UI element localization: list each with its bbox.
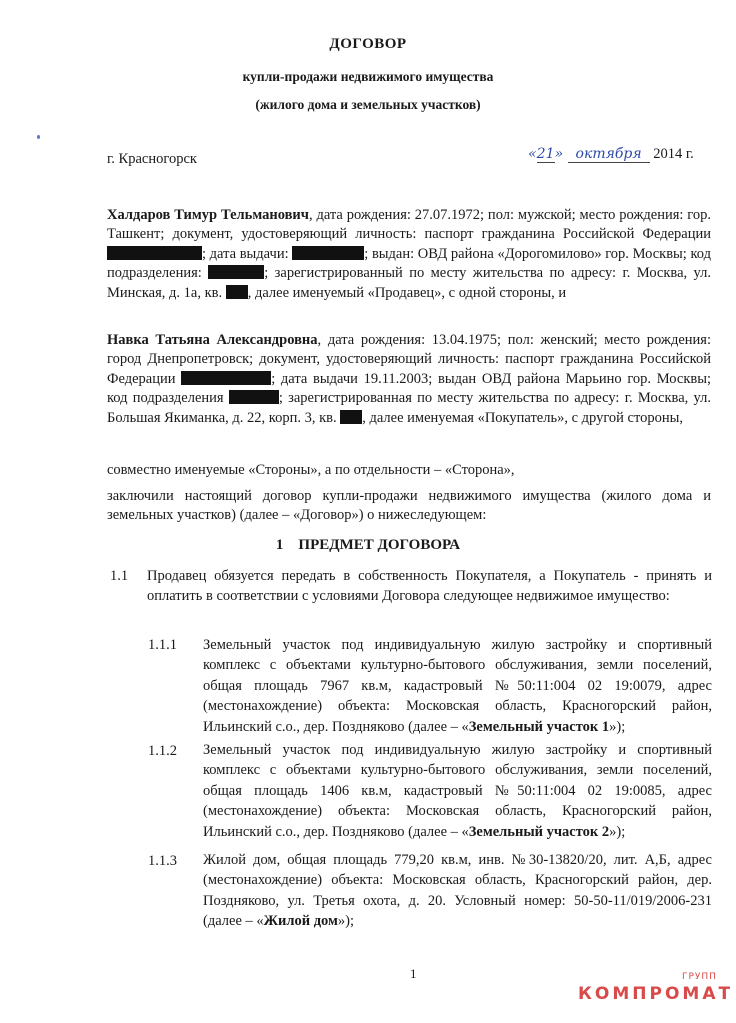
seller-text-5: , далее именуемый «Продавец», с одной стороны, и bbox=[247, 284, 567, 301]
item-end: »); bbox=[337, 913, 354, 930]
document-subtitle: купли-продажи недвижимого имущества bbox=[242, 69, 494, 84]
section-title: ПРЕДМЕТ ДОГОВОРА bbox=[298, 537, 461, 553]
section-number: 1 bbox=[275, 537, 284, 553]
buyer-text-2: ; дата выдачи 19.11.2003; выдан ОВД района Марьино гор. Москвы; код подразделения bbox=[107, 370, 711, 407]
redaction-block bbox=[229, 390, 279, 404]
item-number: 1.1.1 bbox=[148, 637, 177, 653]
document-title: ДОГОВОР bbox=[329, 36, 407, 52]
item-text: Земельный участок под индивидуальную жилую застройку и спортивный комплекс с объектами культурно-бытового обслуживания, земли поселений, общая площадь 7967 кв.м, кадастровый №50:11:004 02 19:0079, адрес (местонахождение) объекта: Московская область, Красногорский район, Ильинский с.о., дер. Поздняково (далее – « bbox=[203, 637, 712, 735]
seller-text-4: ; зарегистрированный по месту жительства по адресу: г. Москва, ул. Минская, д. 1а, кв. bbox=[107, 265, 712, 301]
buyer-paragraph bbox=[107, 331, 711, 428]
buyer-text-1: , дата рождения: 13.04.1975; пол: женский; место рождения: город Днепропетровск; документ, удостоверяющий личность: паспорт гражданина Российской Федерации bbox=[107, 332, 711, 387]
document-subtitle-2: (жилого дома и земельных участков) bbox=[255, 97, 481, 112]
clause-text: Продавец обязуется передать в собственность Покупателя, а Покупатель - принять и оплатить в соответствии с условиями Договора следующее недвижимое имущество: bbox=[147, 568, 712, 605]
date-year: 2014 г. bbox=[653, 146, 694, 162]
item-text: Земельный участок под индивидуальную жилую застройку и спортивный комплекс с объектами культурно-бытового обслуживания, земли поселений, общая площадь 1406 кв.м, кадастровый №50:11:004 02 19:0085, адрес (местонахождение) объекта: Московская область, Красногорский район, Ильинский с.о., дер. Поздняково (далее – « bbox=[203, 742, 712, 840]
joint-designation: совместно именуемые «Стороны», а по отдельности – «Сторона», bbox=[107, 462, 515, 478]
watermark-logo: КОМПРОМАТ bbox=[578, 984, 734, 1004]
redaction-block bbox=[181, 371, 271, 385]
buyer-text-3: ; зарегистрированная по месту жительства по адресу: г. Москва, ул. Большая Якиманка, д. 22, корп. 3, кв. bbox=[107, 390, 711, 426]
section-heading bbox=[0, 537, 736, 554]
redaction-block bbox=[226, 285, 248, 299]
property-item bbox=[203, 740, 712, 842]
item-end: »); bbox=[609, 823, 626, 840]
clause-number: 1.1 bbox=[110, 568, 129, 584]
date-open-quote: « bbox=[528, 146, 537, 162]
date-close-quote: » bbox=[554, 146, 568, 162]
seller-text-3: ; выдан: ОВД района «Дорогомилово» гор. Москвы; код подразделения: bbox=[107, 245, 711, 282]
buyer-text-4: , далее именуемая «Покупатель», с другой стороны, bbox=[362, 409, 684, 426]
date-month: октября bbox=[568, 146, 650, 163]
concluded-paragraph: заключили настоящий договор купли-продажи недвижимого имущества (жилого дома и земельных участков) (далее – «Договор») о нижеследующем: bbox=[107, 488, 711, 524]
item-end: »); bbox=[609, 718, 626, 735]
item-defined-term: Земельный участок 1 bbox=[468, 718, 610, 735]
page-number: 1 bbox=[410, 966, 417, 981]
redaction-block bbox=[208, 265, 264, 279]
property-item bbox=[203, 850, 712, 932]
item-text: Жилой дом, общая площадь 779,20 кв.м, инв. №30-13820/20, лит. А,Б, адрес (местонахождение) объекта: Московская область, Красногорский район, дер. Поздняково, ул. Третья охота, д. 20. Условный номер: 50-50-11/019/2006-231 (далее – « bbox=[203, 852, 712, 930]
item-number: 1.1.2 bbox=[148, 743, 177, 759]
ink-speck bbox=[37, 135, 40, 139]
seller-text-1: , дата рождения: 27.07.1972; пол: мужской; место рождения: гор. Ташкент; документ, удостоверяющий личность: паспорт гражданина Российской Федерации bbox=[107, 207, 711, 243]
redaction-block bbox=[340, 410, 362, 424]
redaction-block bbox=[292, 246, 364, 260]
item-defined-term: Жилой дом bbox=[263, 913, 338, 930]
date-day: 21 bbox=[536, 146, 555, 162]
seller-text-2: ; дата выдачи: bbox=[202, 245, 293, 262]
watermark-small: ГРУПП bbox=[682, 972, 717, 982]
buyer-name: Навка Татьяна Александровна bbox=[107, 332, 318, 348]
place-of-signing: г. Красногорск bbox=[107, 151, 197, 167]
item-defined-term: Земельный участок 2 bbox=[468, 823, 610, 840]
contract-date bbox=[528, 146, 708, 163]
seller-name: Халдаров Тимур Тельманович bbox=[107, 207, 309, 223]
item-number: 1.1.3 bbox=[148, 853, 177, 869]
seller-paragraph bbox=[107, 206, 711, 303]
property-item bbox=[203, 635, 712, 737]
redaction-block bbox=[107, 246, 202, 260]
